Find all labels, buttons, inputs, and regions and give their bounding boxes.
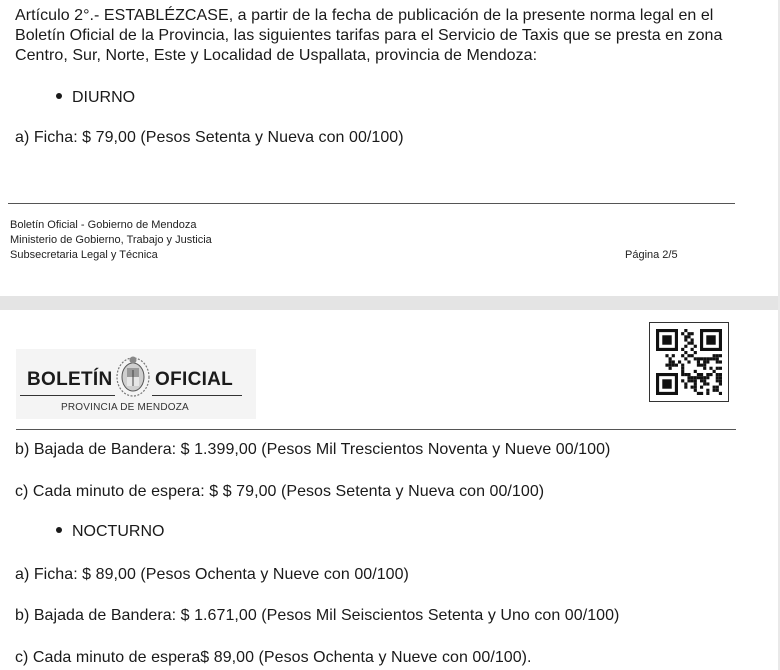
footer-line-1: Boletín Oficial - Gobierno de Mendoza [10,219,197,231]
bullet-dot [56,527,62,533]
logo-word-right: OFICIAL [155,369,234,390]
nocturno-item-c: c) Cada minuto de espera$ 89,00 (Pesos Ochenta y Nueve con 00/100). [15,649,532,666]
page-number: Página 2/5 [625,249,678,261]
diurno-item-b: b) Bajada de Bandera: $ 1.399,00 (Pesos Mil Trescientos Noventa y Nueve 00/100) [15,441,611,458]
nocturno-item-a: a) Ficha: $ 89,00 (Pesos Ochenta y Nueve con 00/100) [15,566,409,583]
diurno-item-a: a) Ficha: $ 79,00 (Pesos Setenta y Nueva con 00/100) [15,129,404,146]
footer-line-3: Subsecretaria Legal y Técnica [10,249,158,261]
bullet-nocturno [56,522,164,542]
logo-word-left: BOLETÍN [27,369,113,390]
footer-line-2: Ministerio de Gobierno, Trabajo y Justicia [10,234,212,246]
logo-rule-left [20,395,115,396]
header-divider [16,429,736,430]
diurno-item-c: c) Cada minuto de espera: $ $ 79,00 (Pesos Setenta y Nueva con 00/100) [15,483,545,500]
bullet-dot [56,93,62,99]
qr-code-icon [649,322,729,402]
coat-of-arms-icon [114,354,152,398]
logo-rule-right [152,395,242,396]
page-separator [0,296,778,310]
bullet-nocturno-label: NOCTURNO [72,523,165,540]
page-footer [10,218,212,263]
bullet-diurno [56,88,135,108]
footer-divider [8,203,735,204]
logo-subtitle: PROVINCIA DE MENDOZA [61,402,189,413]
nocturno-item-b: b) Bajada de Bandera: $ 1.671,00 (Pesos Mil Seiscientos Setenta y Uno con 00/100) [15,607,620,624]
article-2-paragraph: Artículo 2°.- ESTABLÉZCASE, a partir de la fecha de publicación de la presente norma legal en el Boletín Oficial de la Provincia, las siguientes tarifas para el Servicio de Taxis que se presta en zona Centro, Sur, Norte, Este y Localidad de Uspallata, provincia de Mendoza: [15,7,723,64]
bullet-diurno-label: DIURNO [72,89,136,106]
